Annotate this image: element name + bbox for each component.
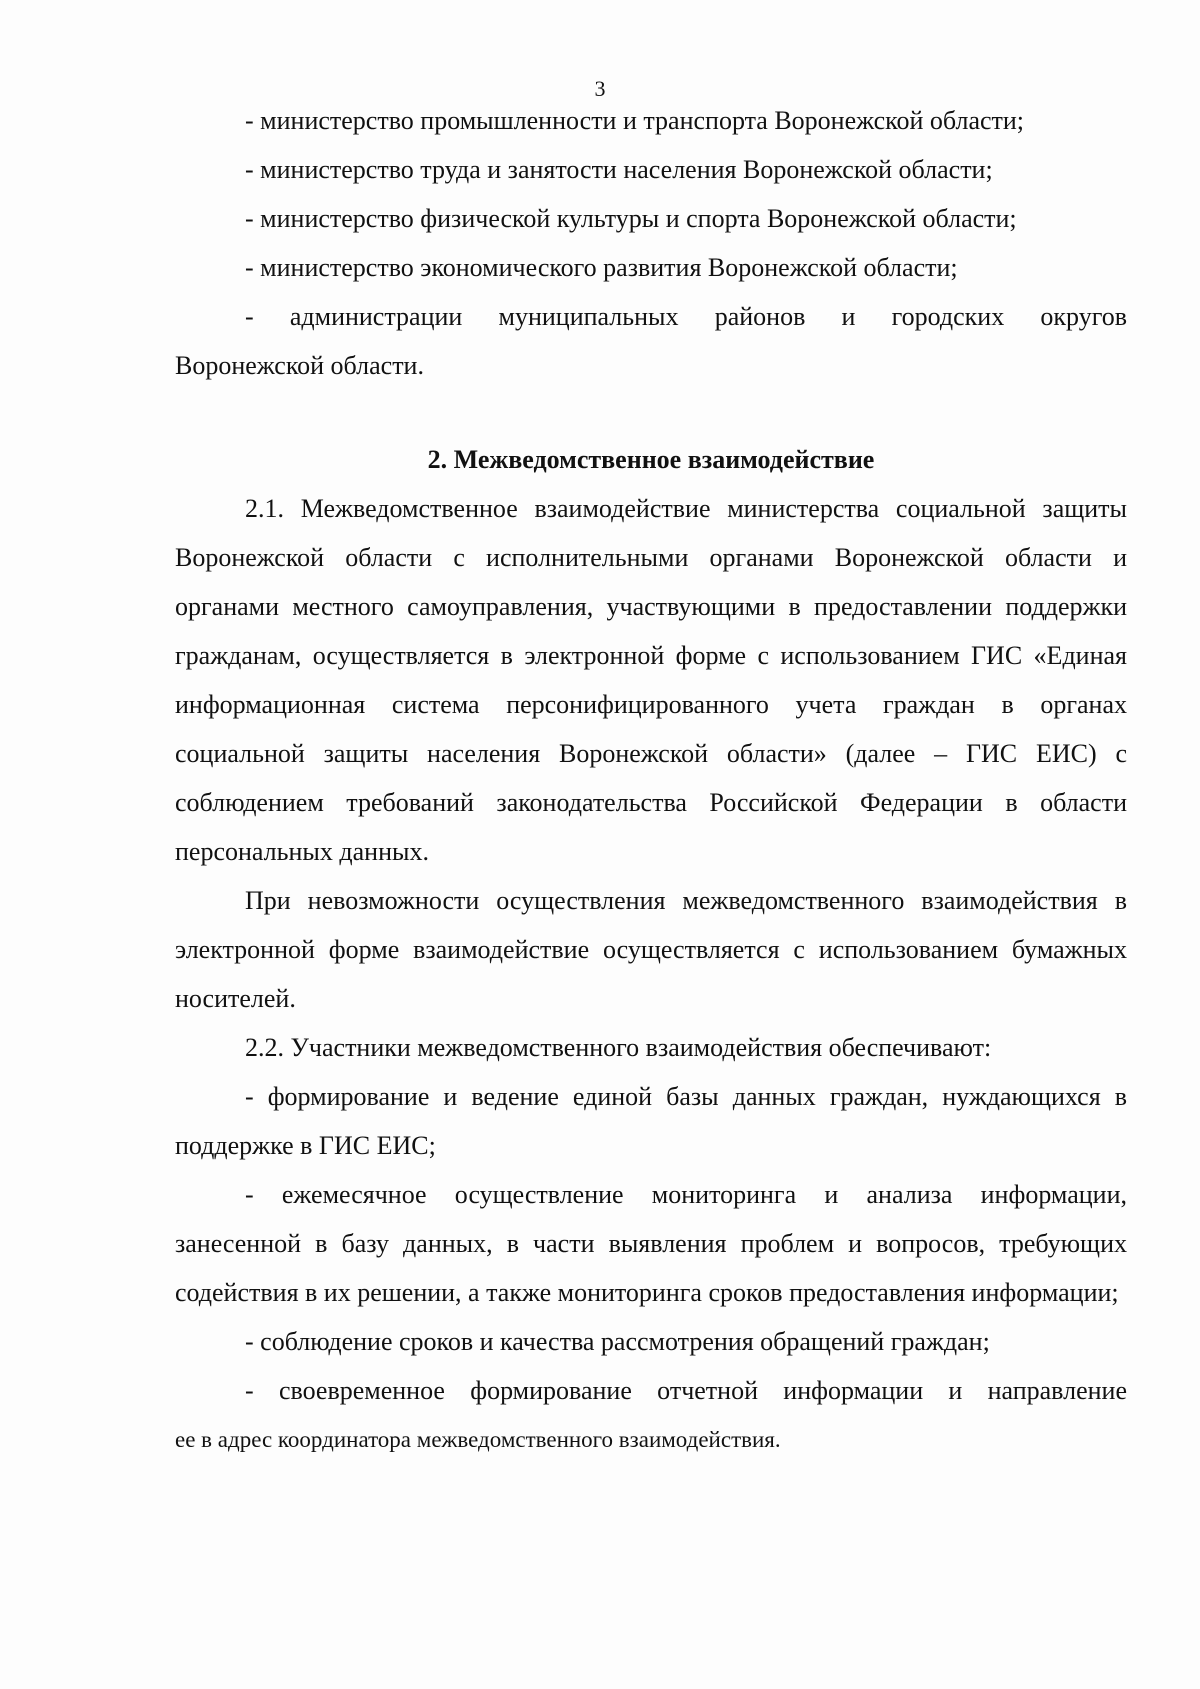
duty-item-last-line2: ее в адрес координатора межведомственного взаимодействия. (175, 1427, 781, 1452)
list-item: - министерство экономического развития Воронежской области; (245, 253, 958, 282)
duty-item: - ежемесячное осуществление мониторинга и анализа информации, занесенной в базу данных, в части выявления проблем и вопросов, требующих содействия в их решении, а также мониторинга сроков предоставления информации; (175, 1180, 1127, 1307)
paragraph-paper-exchange: При невозможности осуществления межведомственного взаимодействия в электронной форме взаимодействие осуществляется с использованием бумажных носителей. (175, 886, 1127, 1013)
list-item-admin-line1: - администрации муниципальных районов и городских округов (245, 302, 1127, 331)
duty-item: - соблюдение сроков и качества рассмотрения обращений граждан; (245, 1327, 990, 1356)
list-item: - министерство промышленности и транспорта Воронежской области; (245, 106, 1025, 135)
section-heading: 2. Межведомственное взаимодействие (427, 445, 875, 474)
paragraph-2-1: 2.1. Межведомственное взаимодействие министерства социальной защиты Воронежской области с исполнительными органами Воронежской области и органами местного самоуправления, участвующими в предоставлении поддержки гражданам, осуществляется в электронной форме с использованием ГИС «Единая информационная система персонифицированного учета граждан в органах социальной защиты населения Воронежской области» (далее – ГИС ЕИС) с соблюдением требований законодательства Российской Федерации в области персональных данных. (175, 494, 1127, 866)
list-item-admin-line2: Воронежской области. (175, 351, 424, 380)
duty-item-last-line1: - своевременное формирование отчетной информации и направление (245, 1376, 1127, 1405)
list-item: - министерство труда и занятости населения Воронежской области; (245, 155, 993, 184)
paragraph-2-2: 2.2. Участники межведомственного взаимодействия обеспечивают: (245, 1033, 992, 1062)
document-body (175, 96, 1127, 1464)
duty-item: - формирование и ведение единой базы данных граждан, нуждающихся в поддержке в ГИС ЕИС; (175, 1082, 1127, 1160)
page-number: 3 (594, 76, 606, 101)
list-item: - министерство физической культуры и спорта Воронежской области; (245, 204, 1017, 233)
